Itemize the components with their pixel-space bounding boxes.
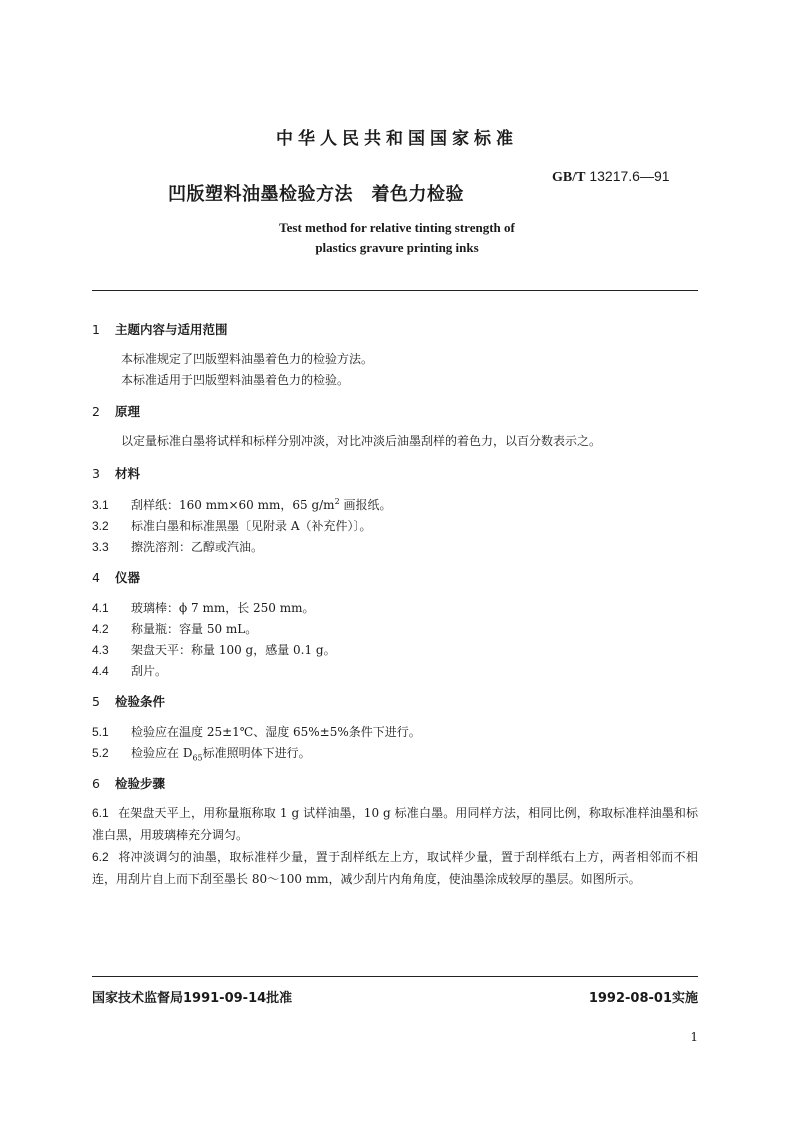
superscript: 2 bbox=[334, 497, 340, 506]
item-5-1 bbox=[92, 723, 421, 740]
item-6-1 bbox=[92, 802, 698, 846]
section-title: 检验条件 bbox=[115, 694, 166, 709]
item-number: 3.2 bbox=[92, 519, 109, 533]
english-title-line-1: Test method for relative tinting strength of bbox=[279, 220, 515, 235]
section-2-heading bbox=[92, 402, 140, 420]
item-5-2 bbox=[92, 744, 311, 762]
section-number: 1 bbox=[92, 322, 100, 337]
page-number: 1 bbox=[690, 1030, 698, 1044]
item-text: 刮片。 bbox=[131, 664, 168, 678]
national-standard-heading: 中华人民共和国国家标准 bbox=[276, 129, 518, 149]
section-2-paragraph: 以定量标准白墨将试样和标样分别冲淡，对比冲淡后油墨刮样的着色力，以百分数表示之。 bbox=[121, 434, 602, 448]
section-title: 检验步骤 bbox=[115, 776, 166, 791]
item-4-1 bbox=[92, 599, 315, 616]
section-number: 5 bbox=[92, 694, 100, 709]
item-number: 5.2 bbox=[92, 746, 109, 760]
section-title: 主题内容与适用范围 bbox=[115, 322, 228, 337]
section-number: 3 bbox=[92, 466, 100, 481]
item-text: 称量瓶：容量 50 mL。 bbox=[131, 622, 258, 636]
item-4-3 bbox=[92, 641, 336, 658]
item-number: 4.2 bbox=[92, 622, 109, 636]
item-3-2 bbox=[92, 517, 371, 534]
item-text-b: 画报纸。 bbox=[339, 498, 392, 512]
item-number: 4.4 bbox=[92, 664, 109, 678]
item-text-a: 检验应在 D bbox=[131, 746, 193, 760]
item-number: 6.2 bbox=[92, 850, 109, 864]
item-3-3 bbox=[92, 538, 263, 555]
code-prefix: GB/T bbox=[552, 170, 586, 185]
section-4-heading bbox=[92, 568, 140, 586]
item-text: 玻璃棒：ϕ 7 mm，长 250 mm。 bbox=[131, 601, 315, 615]
item-text: 擦洗溶剂：乙醇或汽油。 bbox=[131, 540, 264, 554]
section-3-heading bbox=[92, 464, 140, 482]
section-6-heading bbox=[92, 774, 165, 792]
item-6-2 bbox=[92, 846, 698, 890]
item-number: 5.1 bbox=[92, 725, 109, 739]
item-text: 架盘天平：称量 100 g，感量 0.1 g。 bbox=[131, 643, 336, 657]
section-number: 4 bbox=[92, 570, 100, 585]
footer-divider bbox=[92, 976, 698, 977]
item-4-4 bbox=[92, 662, 167, 679]
document-title: 凹版塑料油墨检验方法 着色力检验 bbox=[168, 184, 464, 205]
item-4-2 bbox=[92, 620, 257, 637]
item-text-a: 刮样纸：160 mm×60 mm，65 g/m bbox=[131, 498, 335, 512]
header-divider bbox=[92, 290, 698, 291]
item-text: 将冲淡调匀的油墨，取标准样少量，置于刮样纸左上方，取试样少量，置于刮样纸右上方，两者相邻而不相连，用刮片自上而下刮至墨长 80～100 mm，减少刮片内角角度，使油墨涂成较厚的墨层。如图所示。 bbox=[92, 850, 698, 886]
section-title: 材料 bbox=[115, 466, 141, 481]
standard-code bbox=[552, 168, 670, 186]
item-number: 3.1 bbox=[92, 498, 109, 512]
item-text: 检验应在温度 25±1℃、湿度 65%±5%条件下进行。 bbox=[131, 725, 421, 739]
item-number: 3.3 bbox=[92, 540, 109, 554]
section-title: 原理 bbox=[115, 404, 141, 419]
item-number: 4.1 bbox=[92, 601, 109, 615]
section-1-paragraph-2: 本标准适用于凹版塑料油墨着色力的检验。 bbox=[121, 373, 350, 387]
item-3-1 bbox=[92, 496, 391, 513]
section-1-paragraph-1: 本标准规定了凹版塑料油墨着色力的检验方法。 bbox=[121, 352, 374, 366]
item-text: 标准白墨和标准黑墨〔见附录 A（补充件）〕。 bbox=[131, 519, 372, 533]
english-title-line-2: plastics gravure printing inks bbox=[315, 240, 479, 255]
item-text: 在架盘天平上，用称量瓶称取 1 g 试样油墨，10 g 标准白墨。用同样方法，相同比例，称取标准样油墨和标准白黑，用玻璃棒充分调匀。 bbox=[92, 806, 698, 842]
subscript: 65 bbox=[192, 753, 203, 763]
item-text-b: 标准照明体下进行。 bbox=[202, 746, 311, 760]
section-5-heading bbox=[92, 692, 165, 710]
section-number: 6 bbox=[92, 776, 100, 791]
section-title: 仪器 bbox=[115, 570, 141, 585]
code-number: 13217.6—91 bbox=[589, 168, 670, 184]
section-1-heading bbox=[92, 320, 228, 338]
item-number: 4.3 bbox=[92, 643, 109, 657]
effective-date: 1992-08-01实施 bbox=[588, 991, 698, 1006]
item-number: 6.1 bbox=[92, 806, 109, 820]
section-number: 2 bbox=[92, 404, 100, 419]
approval-date: 国家技术监督局1991-09-14批准 bbox=[92, 991, 293, 1006]
